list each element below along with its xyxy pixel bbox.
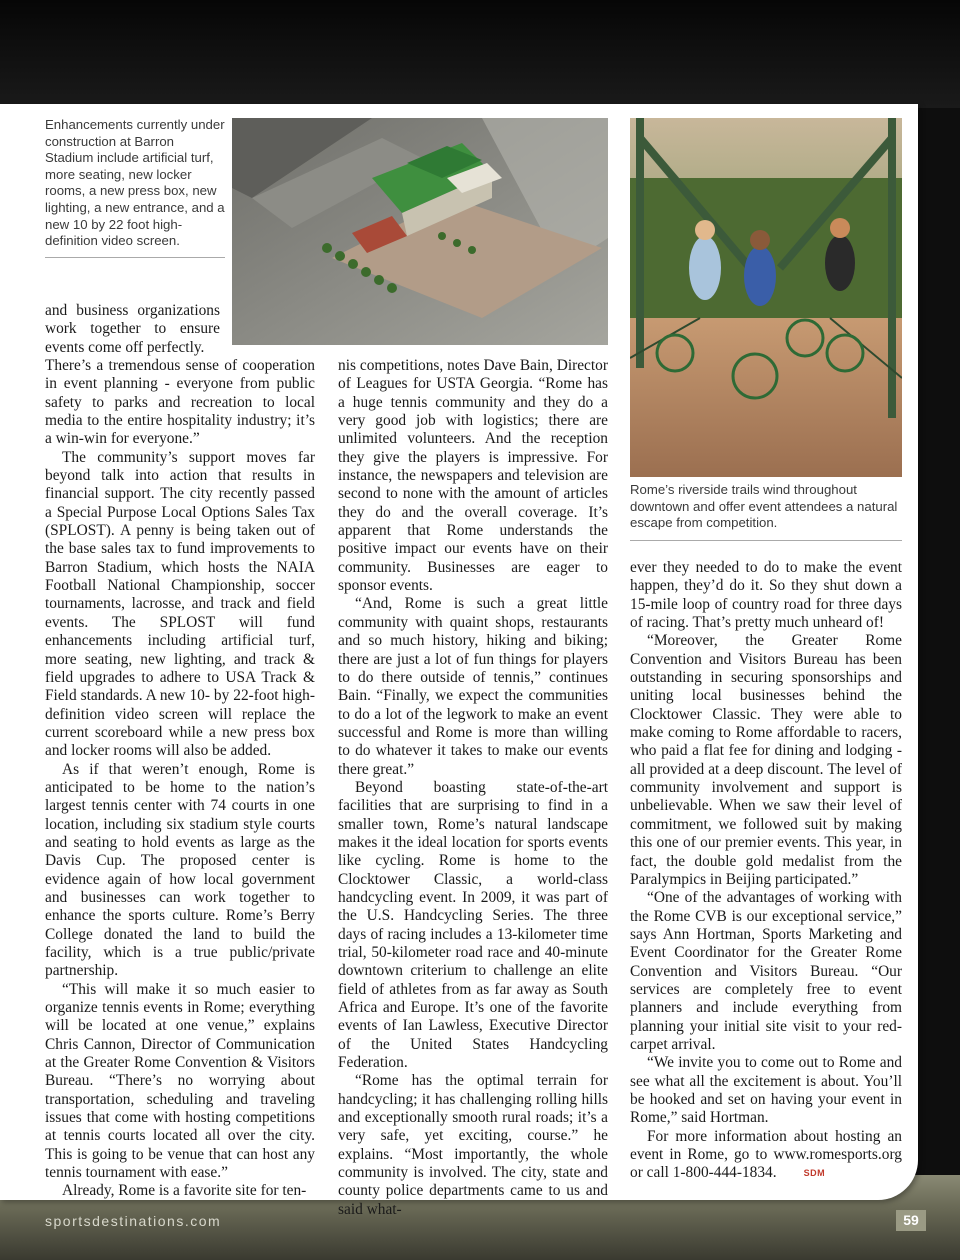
column-1-lead — [45, 302, 220, 357]
paragraph: “Rome has the optimal terrain for handcycling; it has challenging rolling hills and exceptionally smooth rural roads; it’s a very safe, yet exciting, course.” he explains. “Most importantly, the whole community is involved. The city, state and county police departments came to us and said what- — [338, 1072, 608, 1218]
paragraph-last-text: For more information about hosting an event in Rome, go to www.romesports.org or call 1-800-444-1834. — [630, 1127, 902, 1182]
paragraph: “And, Rome is such a great little community with quaint shops, restaurants and so much history, hiking and biking; there are just a lot of fun things for players to do there outside of tennis,” continues Bain. “Finally, we expect the communities to do a lot of the legwork to make an event successful and Rome is more than willing to do whatever it takes to make our events there great.” — [338, 595, 608, 778]
column-1 — [45, 357, 315, 1201]
bridge-caption: Rome’s riverside trails wind throughout downtown and offer event attendees a natural escape from competition. — [630, 482, 902, 541]
column-1-lead-text: and business organizations work together to ensure events come off perfectly. — [45, 302, 220, 356]
paragraph: nis competitions, notes Dave Bain, Director of Leagues for USTA Georgia. “Rome has a huge tennis community and they do a very good job with logistics; there are unlimited volunteers. And the reception they give the players is impressive. For instance, the newspapers and television are second to none with the amount of articles they do and the overall coverage. It’s apparent that Rome understands the positive impact our events have on their community. Businesses are eager to sponsor events. — [338, 357, 608, 595]
stadium-rendering-photo — [232, 118, 608, 345]
sdm-end-mark: SDM — [803, 1168, 826, 1179]
paragraph: Beyond boasting state-of-the-art facilities that are surprising to find in a smaller town, Rome’s natural landscape makes it the ideal location for sports events like cycling. Rome is home to the Clocktower Classic, a world-class handcycling event. In 2009, it was part of the U.S. Handcycling Series. The three days of racing includes a 13-kilometer time trial, 50-kilometer road race and 40-minute downtown criterium to challenge an elite field of athletes from as far away as South Africa and Europe. It’s one of the favorite events of Ian Lawless, Executive Director of the United States Handcycling Federation. — [338, 778, 608, 1072]
paragraph: There’s a tremendous sense of cooperation in event planning - everyone from public safety to parks and recreation to local media to the entire hospitality industry; it’s a win-win for everyone.” — [45, 357, 315, 448]
riverside-bridge-cyclists-photo — [630, 118, 902, 477]
column-3 — [630, 559, 902, 1183]
paragraph: “Moreover, the Greater Rome Convention and Visitors Bureau has been outstanding in securing sponsorships and uniting local businesses behind the Clocktower Classic. They were able to make coming to Rome affordable to racers, who paid a flat fee for dining and lodging - all provided at a deep discount. The level of community involvement and support is unbelievable. When we saw their level of commitment, we followed suit by making this one of our premier events. This year, in fact, the double gold medalist from the Paralympics in Beijing participated.” — [630, 632, 902, 888]
page-number: 59 — [896, 1210, 926, 1231]
paragraph-last — [630, 1128, 902, 1183]
top-dark-band — [0, 0, 960, 108]
paragraph: The community’s support moves far beyond talk into action that results in financial support. The city recently passed a Special Purpose Local Options Sales Tax (SPLOST). A penny is being taken out of the base sales tax to fund improvements to Barron Stadium, which hosts the NAIA Football National Championship, soccer tournaments, lacrosse, and track and field events. The SPLOST will fund enhancements including artificial turf, more seating, new lighting, and track & field upgrades to adhere to USA Track & Field standards. A new 10- by 22-foot high-definition video screen will replace the current scoreboard while a new press box and locker rooms will also be added. — [45, 448, 315, 760]
footer-website[interactable]: sportsdestinations.com — [45, 1213, 222, 1229]
paragraph: “One of the advantages of working with the Rome CVB is our exceptional service,” says Ann Hortman, Sports Marketing and Event Coordinator for the Greater Rome Convention and Visitors Bureau. “Our services are completely free to event planners and include everything from planning your initial site visit to your red-carpet arrival. — [630, 889, 902, 1053]
paragraph: “This will make it so much easier to organize tennis events in Rome; everything will be located at one venue,” explains Chris Cannon, Director of Communication at the Greater Rome Convention & Visitors Bureau. “There’s no worrying about transportation, scheduling and traveling issues that come with hosting competitions at tennis courts located all over the city. This is going to be venue that can host any tennis tournament with ease.” — [45, 980, 315, 1182]
column-2 — [338, 357, 608, 1219]
paragraph: Already, Rome is a favorite site for ten- — [62, 1182, 307, 1200]
paragraph: As if that weren’t enough, Rome is anticipated to be home to the nation’s largest tennis center with 74 courts in one location, including six stadium style courts and seating to hold events as large as the Davis Cup. The proposed center is evidence again of how local government and businesses can work together to enhance the sports culture. Rome’s Berry College donated the land to build the facility, which is a true public/private partnership. — [45, 760, 315, 980]
stadium-caption: Enhancements currently under construction at Barron Stadium include artificial turf, more seating, new locker rooms, a new press box, new lighting, a new entrance, and a new 10 by 22 foot high-definition video screen. — [45, 117, 225, 258]
paragraph: “We invite you to come out to Rome and see what all the excitement is about. You’ll be hooked and set on having your event in Rome,” said Hortman. — [630, 1054, 902, 1127]
paragraph: ever they needed to do to make the event happen, they’d do it. So they shut down a 15-mile loop of country road for three days of racing. That’s pretty much unheard of! — [630, 559, 902, 632]
